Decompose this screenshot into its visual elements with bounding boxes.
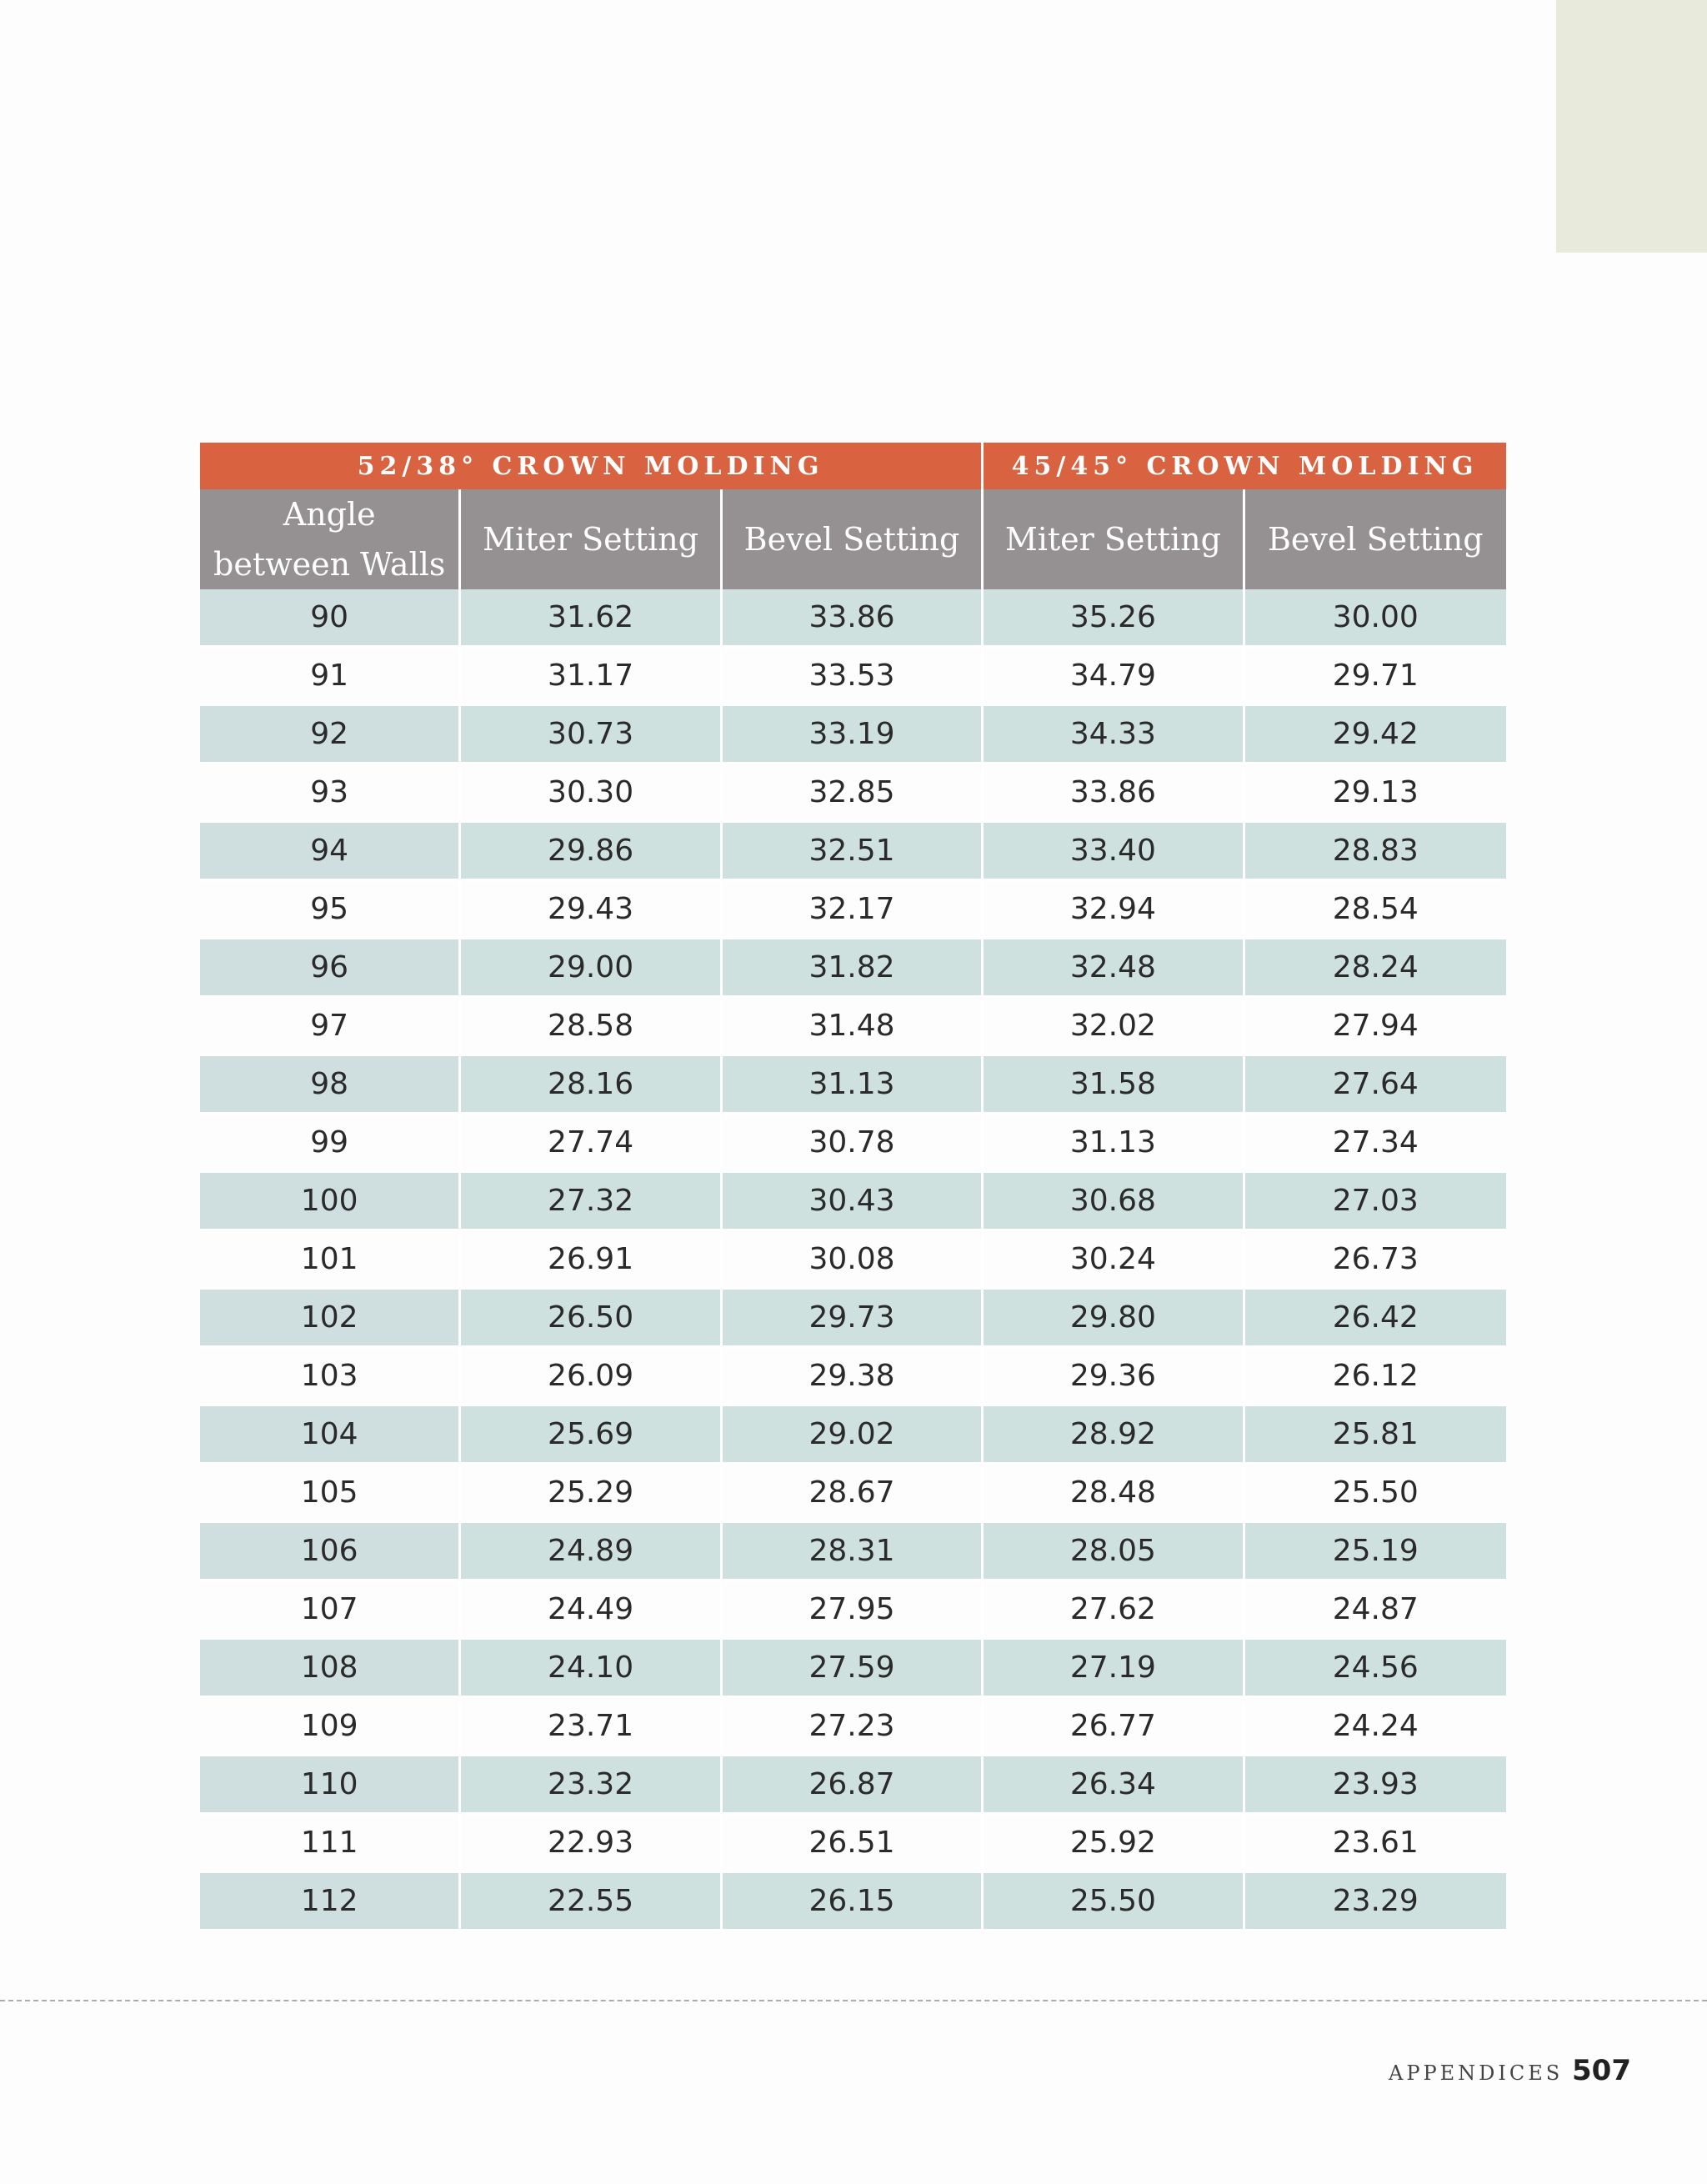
cell-bevel-45: 26.42 xyxy=(1245,1290,1506,1348)
cell-miter-45: 33.86 xyxy=(984,764,1244,823)
table-row xyxy=(200,1056,1506,1115)
cell-bevel-45: 25.81 xyxy=(1245,1406,1506,1465)
cell-miter-52: 27.32 xyxy=(461,1173,722,1231)
cell-miter-52: 25.29 xyxy=(461,1465,722,1523)
table-row xyxy=(200,1756,1506,1815)
cell-bevel-52: 29.73 xyxy=(723,1290,984,1348)
cell-miter-45: 32.48 xyxy=(984,939,1244,998)
cell-miter-45: 32.02 xyxy=(984,998,1244,1056)
cell-bevel-45: 25.50 xyxy=(1245,1465,1506,1523)
cell-angle: 97 xyxy=(200,998,461,1056)
cell-bevel-45: 25.19 xyxy=(1245,1523,1506,1581)
cell-miter-45: 28.05 xyxy=(984,1523,1244,1581)
table-row xyxy=(200,998,1506,1056)
page-corner-tab xyxy=(1556,0,1707,253)
table-row xyxy=(200,1698,1506,1756)
crown-molding-table xyxy=(200,443,1506,1931)
cell-miter-52: 29.86 xyxy=(461,823,722,881)
cell-bevel-45: 24.56 xyxy=(1245,1640,1506,1698)
cell-bevel-52: 26.51 xyxy=(723,1815,984,1873)
cell-bevel-45: 27.34 xyxy=(1245,1115,1506,1173)
cell-bevel-52: 33.86 xyxy=(723,589,984,648)
cell-bevel-45: 26.73 xyxy=(1245,1231,1506,1290)
cell-bevel-52: 28.67 xyxy=(723,1465,984,1523)
cell-miter-45: 35.26 xyxy=(984,589,1244,648)
cell-miter-52: 29.43 xyxy=(461,881,722,939)
cell-miter-45: 26.77 xyxy=(984,1698,1244,1756)
cell-miter-45: 34.33 xyxy=(984,706,1244,764)
cell-bevel-45: 23.61 xyxy=(1245,1815,1506,1873)
cell-miter-52: 24.49 xyxy=(461,1581,722,1640)
cell-miter-52: 29.00 xyxy=(461,939,722,998)
cell-bevel-52: 26.87 xyxy=(723,1756,984,1815)
cell-miter-45: 25.50 xyxy=(984,1873,1244,1931)
cell-bevel-45: 23.29 xyxy=(1245,1873,1506,1931)
cell-angle: 108 xyxy=(200,1640,461,1698)
cell-bevel-52: 30.08 xyxy=(723,1231,984,1290)
cell-angle: 92 xyxy=(200,706,461,764)
cell-miter-52: 30.30 xyxy=(461,764,722,823)
cell-angle: 95 xyxy=(200,881,461,939)
cell-bevel-52: 31.82 xyxy=(723,939,984,998)
cell-miter-45: 33.40 xyxy=(984,823,1244,881)
cell-miter-52: 26.09 xyxy=(461,1348,722,1406)
table-row xyxy=(200,706,1506,764)
table-row xyxy=(200,1173,1506,1231)
table-row xyxy=(200,823,1506,881)
cell-bevel-52: 33.53 xyxy=(723,648,984,706)
cell-angle: 96 xyxy=(200,939,461,998)
cell-angle: 112 xyxy=(200,1873,461,1931)
cell-miter-52: 25.69 xyxy=(461,1406,722,1465)
cell-bevel-52: 29.02 xyxy=(723,1406,984,1465)
group-header-45-45: 45/45° CROWN MOLDING xyxy=(984,443,1506,489)
cell-miter-45: 26.34 xyxy=(984,1756,1244,1815)
cell-miter-45: 32.94 xyxy=(984,881,1244,939)
cell-angle: 91 xyxy=(200,648,461,706)
cell-bevel-45: 23.93 xyxy=(1245,1756,1506,1815)
cell-miter-45: 28.92 xyxy=(984,1406,1244,1465)
table-row xyxy=(200,648,1506,706)
cell-bevel-45: 28.24 xyxy=(1245,939,1506,998)
cell-miter-52: 27.74 xyxy=(461,1115,722,1173)
cell-miter-45: 29.80 xyxy=(984,1290,1244,1348)
cell-angle: 103 xyxy=(200,1348,461,1406)
cell-bevel-52: 29.38 xyxy=(723,1348,984,1406)
cell-miter-45: 28.48 xyxy=(984,1465,1244,1523)
cell-angle: 105 xyxy=(200,1465,461,1523)
cell-bevel-45: 27.03 xyxy=(1245,1173,1506,1231)
crown-molding-table-container xyxy=(200,443,1506,1931)
cell-miter-52: 22.93 xyxy=(461,1815,722,1873)
footer-dashed-rule xyxy=(0,2000,1707,2001)
cell-bevel-45: 27.64 xyxy=(1245,1056,1506,1115)
cell-miter-45: 30.68 xyxy=(984,1173,1244,1231)
table-row xyxy=(200,1873,1506,1931)
cell-angle: 111 xyxy=(200,1815,461,1873)
cell-bevel-52: 26.15 xyxy=(723,1873,984,1931)
table-row xyxy=(200,1465,1506,1523)
cell-bevel-45: 26.12 xyxy=(1245,1348,1506,1406)
cell-angle: 93 xyxy=(200,764,461,823)
cell-miter-45: 30.24 xyxy=(984,1231,1244,1290)
cell-bevel-52: 27.23 xyxy=(723,1698,984,1756)
table-row xyxy=(200,881,1506,939)
column-header-bevel-45: Bevel Setting xyxy=(1245,489,1506,589)
cell-angle: 106 xyxy=(200,1523,461,1581)
cell-miter-52: 24.10 xyxy=(461,1640,722,1698)
cell-bevel-52: 27.95 xyxy=(723,1581,984,1640)
column-header-bevel-52: Bevel Setting xyxy=(723,489,984,589)
cell-miter-52: 24.89 xyxy=(461,1523,722,1581)
cell-bevel-45: 24.87 xyxy=(1245,1581,1506,1640)
table-row xyxy=(200,1523,1506,1581)
cell-miter-45: 27.62 xyxy=(984,1581,1244,1640)
cell-bevel-52: 33.19 xyxy=(723,706,984,764)
cell-bevel-52: 31.13 xyxy=(723,1056,984,1115)
cell-bevel-45: 29.13 xyxy=(1245,764,1506,823)
angle-header-line-1: Angle xyxy=(283,496,376,533)
table-row xyxy=(200,1640,1506,1698)
cell-miter-52: 30.73 xyxy=(461,706,722,764)
cell-bevel-52: 32.85 xyxy=(723,764,984,823)
table-row xyxy=(200,1290,1506,1348)
cell-bevel-52: 32.51 xyxy=(723,823,984,881)
cell-bevel-45: 29.71 xyxy=(1245,648,1506,706)
table-row xyxy=(200,1815,1506,1873)
cell-bevel-45: 28.54 xyxy=(1245,881,1506,939)
cell-bevel-52: 28.31 xyxy=(723,1523,984,1581)
table-row xyxy=(200,764,1506,823)
table-row xyxy=(200,589,1506,648)
cell-angle: 94 xyxy=(200,823,461,881)
cell-angle: 101 xyxy=(200,1231,461,1290)
group-header-row xyxy=(200,443,1506,489)
cell-miter-52: 26.50 xyxy=(461,1290,722,1348)
cell-miter-52: 23.71 xyxy=(461,1698,722,1756)
table-row xyxy=(200,1348,1506,1406)
cell-miter-45: 31.13 xyxy=(984,1115,1244,1173)
cell-angle: 104 xyxy=(200,1406,461,1465)
cell-bevel-45: 29.42 xyxy=(1245,706,1506,764)
cell-miter-45: 34.79 xyxy=(984,648,1244,706)
cell-bevel-45: 28.83 xyxy=(1245,823,1506,881)
cell-angle: 99 xyxy=(200,1115,461,1173)
footer-section-label: APPENDICES xyxy=(1389,2061,1564,2085)
cell-angle: 109 xyxy=(200,1698,461,1756)
cell-miter-52: 28.16 xyxy=(461,1056,722,1115)
table-row xyxy=(200,1231,1506,1290)
table-row xyxy=(200,1115,1506,1173)
column-header-row xyxy=(200,489,1506,589)
cell-bevel-52: 32.17 xyxy=(723,881,984,939)
angle-header-line-2: between Walls xyxy=(213,546,446,583)
cell-angle: 98 xyxy=(200,1056,461,1115)
table-body xyxy=(200,589,1506,1931)
cell-angle: 100 xyxy=(200,1173,461,1231)
table-row xyxy=(200,1406,1506,1465)
table-row xyxy=(200,1581,1506,1640)
cell-bevel-52: 31.48 xyxy=(723,998,984,1056)
cell-bevel-52: 30.43 xyxy=(723,1173,984,1231)
column-header-angle xyxy=(200,489,461,589)
cell-angle: 107 xyxy=(200,1581,461,1640)
cell-miter-45: 29.36 xyxy=(984,1348,1244,1406)
cell-angle: 102 xyxy=(200,1290,461,1348)
column-header-miter-52: Miter Setting xyxy=(461,489,722,589)
cell-miter-52: 31.62 xyxy=(461,589,722,648)
cell-bevel-45: 27.94 xyxy=(1245,998,1506,1056)
cell-bevel-45: 24.24 xyxy=(1245,1698,1506,1756)
group-header-52-38: 52/38° CROWN MOLDING xyxy=(200,443,984,489)
cell-miter-52: 22.55 xyxy=(461,1873,722,1931)
cell-angle: 110 xyxy=(200,1756,461,1815)
column-header-miter-45: Miter Setting xyxy=(984,489,1244,589)
cell-miter-52: 28.58 xyxy=(461,998,722,1056)
cell-angle: 90 xyxy=(200,589,461,648)
cell-miter-45: 27.19 xyxy=(984,1640,1244,1698)
cell-bevel-52: 27.59 xyxy=(723,1640,984,1698)
cell-miter-45: 25.92 xyxy=(984,1815,1244,1873)
cell-miter-52: 26.91 xyxy=(461,1231,722,1290)
cell-miter-52: 23.32 xyxy=(461,1756,722,1815)
page-number: 507 xyxy=(1572,2054,1631,2087)
cell-bevel-45: 30.00 xyxy=(1245,589,1506,648)
table-row xyxy=(200,939,1506,998)
cell-bevel-52: 30.78 xyxy=(723,1115,984,1173)
cell-miter-52: 31.17 xyxy=(461,648,722,706)
cell-miter-45: 31.58 xyxy=(984,1056,1244,1115)
